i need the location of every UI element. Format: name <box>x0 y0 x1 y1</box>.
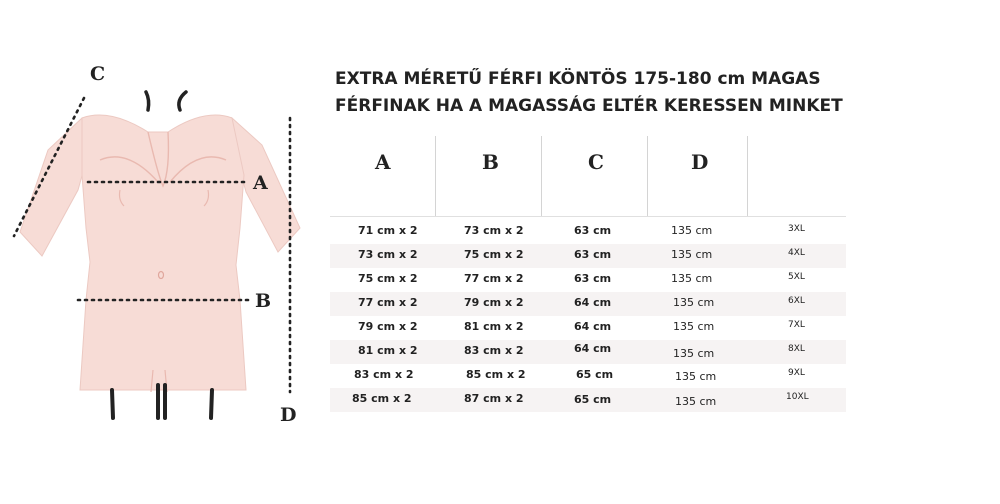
table-row <box>330 220 846 244</box>
cell-a: 75 cm x 2 <box>358 272 418 285</box>
table-row <box>330 388 846 412</box>
cell-size: 7XL <box>788 320 805 330</box>
hanger-neck-right <box>179 92 186 110</box>
robe-measurement-diagram <box>0 0 320 500</box>
title-line-2: FÉRFINAK HA A MAGASSÁG ELTÉR KERESSEN MINKET <box>335 96 843 116</box>
label-a: A <box>253 172 268 194</box>
cell-size: 6XL <box>788 296 805 306</box>
cell-c: 64 cm <box>574 320 612 333</box>
cell-c: 63 cm <box>574 224 612 237</box>
page-title <box>335 66 895 120</box>
column-header-c: C <box>588 150 604 174</box>
cell-a: 85 cm x 2 <box>352 392 412 405</box>
cell-b: 87 cm x 2 <box>464 392 524 405</box>
table-row <box>330 268 846 292</box>
cell-size: 4XL <box>788 248 805 258</box>
cell-c: 63 cm <box>574 272 612 285</box>
cell-d: 135 cm <box>675 395 717 408</box>
cell-d: 135 cm <box>673 296 715 309</box>
table-row <box>330 316 846 340</box>
cell-c: 65 cm <box>574 393 612 406</box>
cell-b: 79 cm x 2 <box>464 296 524 309</box>
column-divider <box>435 136 436 216</box>
cell-d: 135 cm <box>671 248 713 261</box>
cell-size: 10XL <box>786 392 809 402</box>
cell-size: 8XL <box>788 344 805 354</box>
column-divider <box>541 136 542 216</box>
column-divider <box>647 136 648 216</box>
table-row <box>330 292 846 316</box>
cell-b: 73 cm x 2 <box>464 224 524 237</box>
robe-illustration <box>0 0 320 500</box>
cell-a: 83 cm x 2 <box>354 368 414 381</box>
cell-d: 135 cm <box>673 320 715 333</box>
mannequin-leg-left <box>112 390 113 418</box>
cell-b: 75 cm x 2 <box>464 248 524 261</box>
cell-c: 65 cm <box>576 368 614 381</box>
robe-left-sleeve <box>20 118 92 256</box>
cell-c: 64 cm <box>574 296 612 309</box>
column-header-d: D <box>691 150 709 174</box>
cell-c: 64 cm <box>574 342 612 355</box>
title-line-1: EXTRA MÉRETŰ FÉRFI KÖNTÖS 175-180 cm MAGAS <box>335 69 821 89</box>
cell-a: 73 cm x 2 <box>358 248 418 261</box>
cell-size: 3XL <box>788 224 805 234</box>
table-row <box>330 364 846 388</box>
cell-d: 135 cm <box>671 224 713 237</box>
cell-size: 5XL <box>788 272 805 282</box>
column-header-a: A <box>375 150 391 174</box>
label-b: B <box>255 290 272 312</box>
table-header <box>330 136 846 216</box>
table-row <box>330 244 846 268</box>
mannequin-leg-right <box>211 390 212 418</box>
robe-body <box>80 115 246 390</box>
label-d: D <box>280 404 297 426</box>
cell-d: 135 cm <box>671 272 713 285</box>
table-row <box>330 340 846 364</box>
cell-b: 85 cm x 2 <box>466 368 526 381</box>
label-c: C <box>90 63 106 85</box>
column-divider <box>747 136 748 216</box>
cell-size: 9XL <box>788 368 805 378</box>
cell-c: 63 cm <box>574 248 612 261</box>
column-header-b: B <box>482 150 499 174</box>
hanger-neck-left <box>146 92 149 110</box>
cell-a: 81 cm x 2 <box>358 344 418 357</box>
cell-a: 79 cm x 2 <box>358 320 418 333</box>
cell-d: 135 cm <box>675 370 717 383</box>
cell-b: 83 cm x 2 <box>464 344 524 357</box>
header-divider <box>330 216 846 217</box>
cell-b: 81 cm x 2 <box>464 320 524 333</box>
cell-a: 77 cm x 2 <box>358 296 418 309</box>
cell-a: 71 cm x 2 <box>358 224 418 237</box>
cell-b: 77 cm x 2 <box>464 272 524 285</box>
cell-d: 135 cm <box>673 347 715 360</box>
